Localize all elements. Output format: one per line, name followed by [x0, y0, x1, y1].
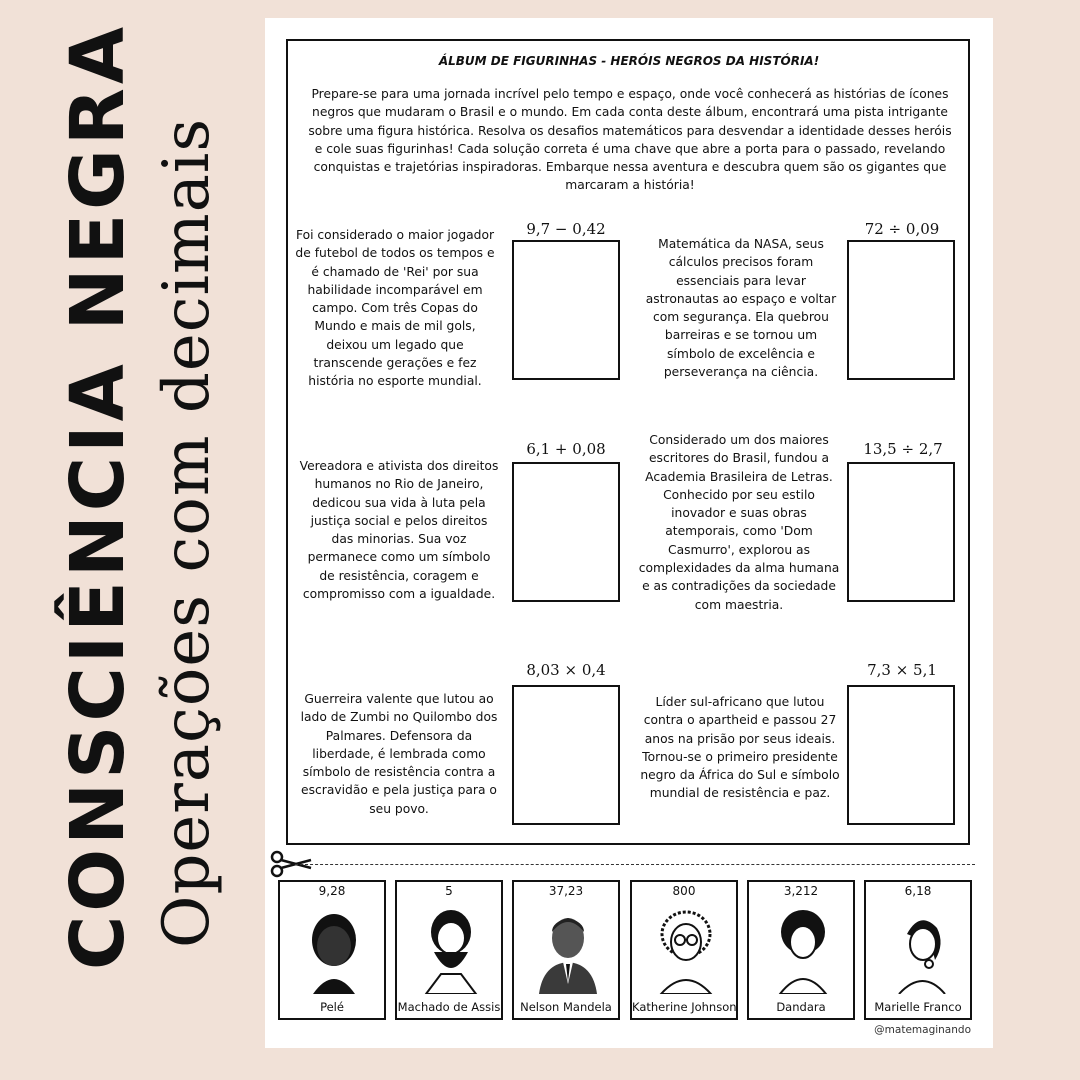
card-name: Machado de Assis: [397, 1000, 501, 1014]
sticker-card-katherine[interactable]: [630, 880, 738, 1020]
card-value: 9,28: [318, 884, 346, 898]
portrait-machado-icon: [416, 904, 486, 994]
card-value: 800: [672, 884, 696, 898]
card-name: Katherine Johnson: [632, 1000, 737, 1014]
sticker-card-mandela[interactable]: [512, 880, 620, 1020]
sticker-box-6[interactable]: [847, 685, 955, 825]
sticker-box-2[interactable]: [847, 240, 955, 380]
sticker-card-pele[interactable]: [278, 880, 386, 1020]
sticker-box-1[interactable]: [512, 240, 620, 380]
side-titles: [0, 0, 250, 1080]
clue-2: Matemática da NASA, seus cálculos precisos foram essenciais para levar astronautas ao espaço e voltar com segurança. Ela quebrou barreiras e se tornou um símbolo de excelência e perseverança na ciência.: [645, 237, 837, 380]
card-name: Marielle Franco: [874, 1000, 962, 1014]
sticker-box-4[interactable]: [847, 462, 955, 602]
sticker-box-5[interactable]: [512, 685, 620, 825]
sticker-box-3[interactable]: [512, 462, 620, 602]
portrait-pele-icon: [299, 904, 369, 994]
worksheet-title: ÁLBUM DE FIGURINHAS - HERÓIS NEGROS DA HISTÓRIA!: [438, 54, 820, 68]
card-name: Nelson Mandela: [520, 1000, 612, 1014]
clue-1: Foi considerado o maior jogador de futebol de todos os tempos e é chamado de 'Rei' por sua habilidade incomparável em campo. Com três Copas do Mundo e mais de mil gols, deixou um legado que transcende gerações e fez história no esporte mundial.: [295, 228, 495, 389]
clue-5: Guerreira valente que lutou ao lado de Zumbi no Quilombo dos Palmares. Defensora da liberdade, é lembrada como símbolo de resistência contra a escravidão e pela justiça para o seu povo.: [300, 692, 498, 816]
expression-5: 8,03 × 0,4: [526, 661, 606, 679]
author-credit: @matemaginando: [874, 1024, 971, 1036]
expression-1: 9,7 − 0,42: [526, 220, 606, 238]
sticker-card-marielle[interactable]: [864, 880, 972, 1020]
portrait-katherine-icon: [651, 904, 721, 994]
card-value: 37,23: [548, 884, 584, 898]
card-value: 3,212: [783, 884, 819, 898]
expression-6: 7,3 × 5,1: [867, 661, 937, 679]
expression-3: 6,1 + 0,08: [526, 440, 606, 458]
card-value: 6,18: [904, 884, 932, 898]
cut-line: [295, 864, 975, 865]
clue-4: Considerado um dos maiores escritores do Brasil, fundou a Academia Brasileira de Letras. Conhecido por seu estilo inovador e suas obras atemporais, como 'Dom Casmurro', explorou as complexidades da alma humana e as contradições da sociedade com maestria.: [638, 433, 840, 612]
sticker-card-machado[interactable]: [395, 880, 503, 1020]
portrait-dandara-icon: [768, 904, 838, 994]
worksheet: [265, 18, 993, 1048]
clue-3: Vereadora e ativista dos direitos humanos no Rio de Janeiro, dedicou sua vida à luta pela justiça social e pelos direitos das minorias. Sua voz permanece como um símbolo de resistência, coragem e compromisso com a igualdade.: [299, 459, 499, 602]
expression-4: 13,5 ÷ 2,7: [863, 440, 943, 458]
expression-2: 72 ÷ 0,09: [864, 220, 940, 238]
portrait-marielle-icon: [885, 904, 955, 994]
clue-6: Líder sul-africano que lutou contra o apartheid e passou 27 anos na prisão por seus ideais. Tornou-se o primeiro presidente negro da África do Sul e símbolo mundial de resistência e paz.: [640, 695, 840, 801]
side-title-operacoes: Operações com decimais: [150, 117, 224, 948]
card-name: Dandara: [776, 1000, 826, 1014]
card-name: Pelé: [320, 1000, 344, 1014]
sticker-card-dandara[interactable]: [747, 880, 855, 1020]
side-title-consciencia: CONSCIÊNCIA NEGRA: [55, 22, 141, 970]
card-value: 5: [445, 884, 453, 898]
intro-paragraph: Prepare-se para uma jornada incrível pelo tempo e espaço, onde você conhecerá as histórias de ícones negros que mudaram o Brasil e o mundo. Em cada conta deste álbum, encontrará uma pista intrigante sobre uma figura histórica. Resolva os desafios matemáticos para desvendar a identidade desses heróis e cole suas figurinhas! Cada solução correta é uma chave que abre a porta para o passado, revelando conquistas e trajetórias inspiradoras. Embarque nessa aventura e descubra quem são os gigantes que marcaram a história!: [308, 87, 952, 193]
portrait-mandela-icon: [533, 904, 603, 994]
